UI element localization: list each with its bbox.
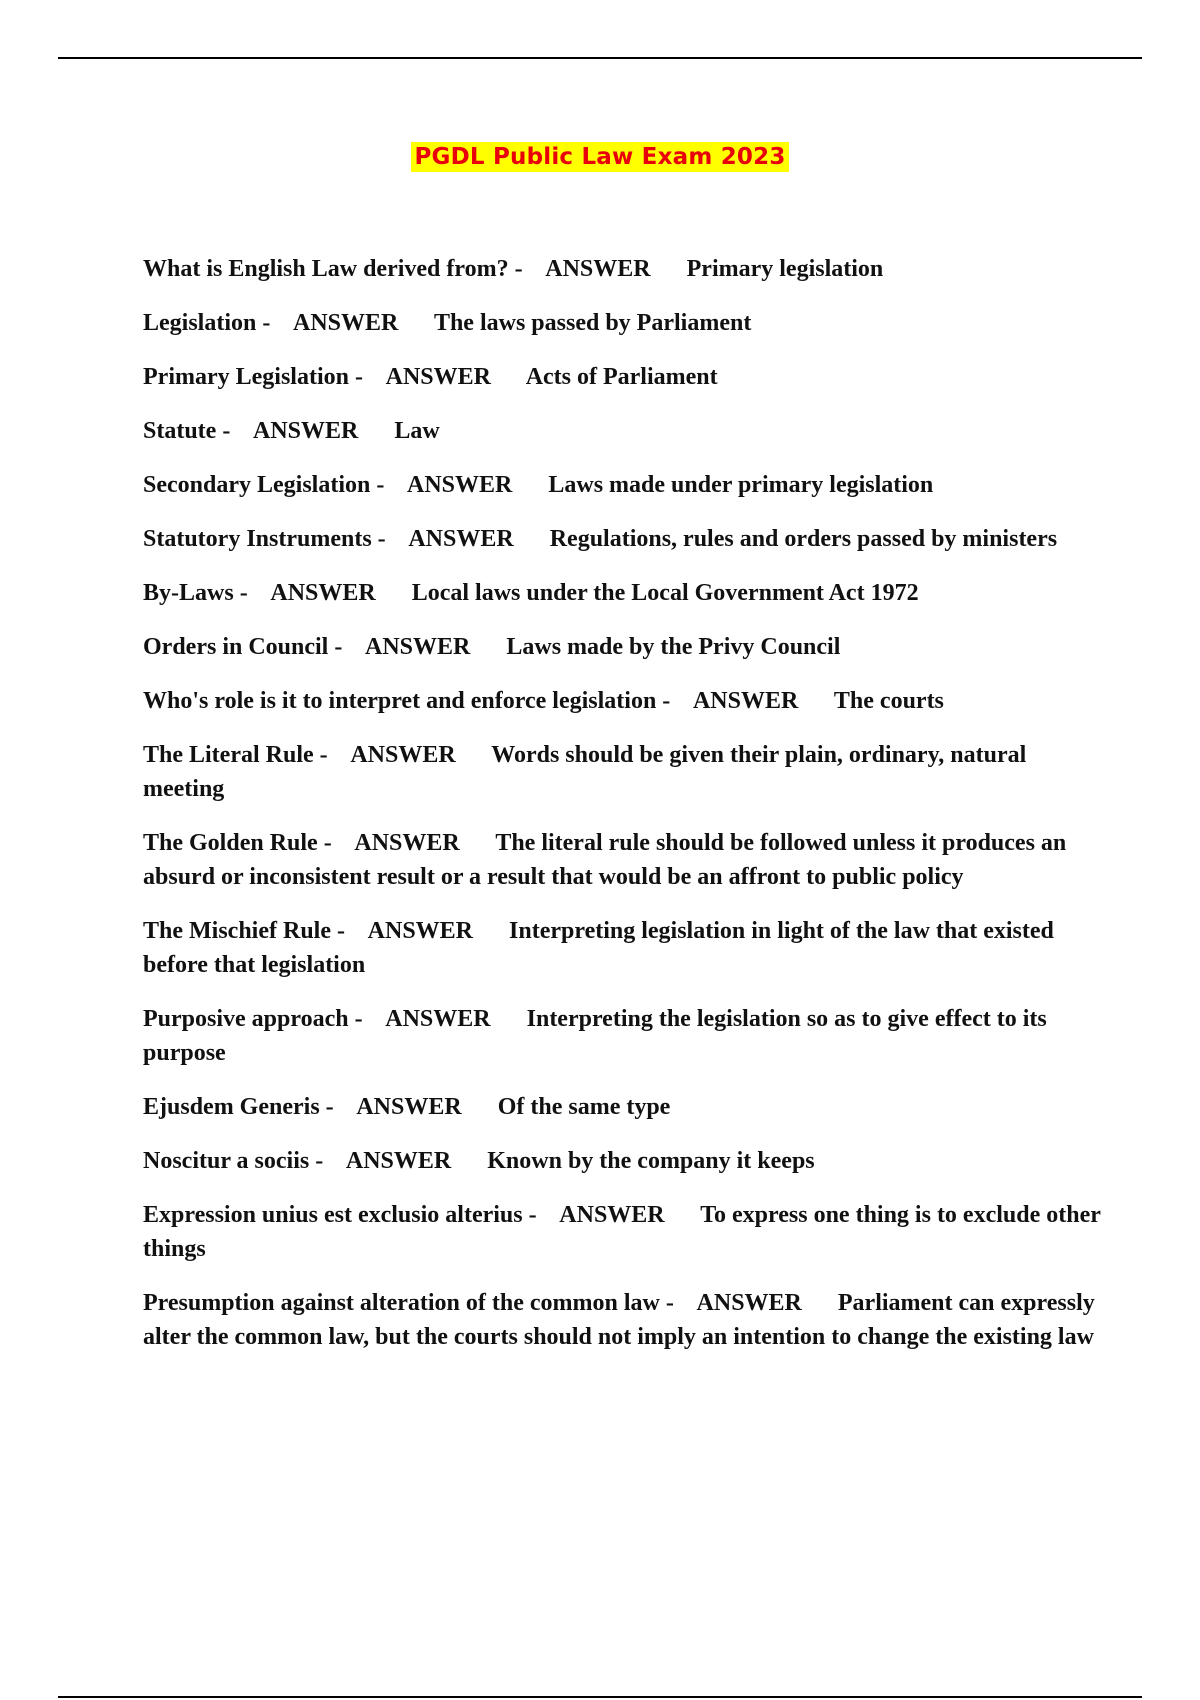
qa-item: Primary Legislation - ANSWER Acts of Parliament — [143, 364, 718, 390]
question-text: Expression unius est exclusio alterius — [143, 1202, 523, 1228]
question-text: Statutory Instruments — [143, 526, 372, 552]
answer-label: ANSWER — [385, 1006, 491, 1032]
answer-text: To express one thing is to exclude other things — [143, 1202, 1101, 1262]
answer-label: ANSWER — [345, 1148, 452, 1174]
question-text: Secondary Legislation — [143, 472, 371, 498]
question-text: Presumption against alteration of the common law — [143, 1290, 660, 1316]
answer-label: ANSWER — [350, 742, 456, 768]
qa-item: Ejusdem Generis - ANSWER Of the same type — [143, 1094, 671, 1120]
page-title: PGDL Public Law Exam 2023 — [411, 142, 788, 172]
answer-text: Known by the company it keeps — [487, 1148, 815, 1174]
answer-label: ANSWER — [408, 526, 514, 552]
answer-label: ANSWER — [385, 364, 491, 390]
answer-text: The literal rule should be followed unless it produces an absurd or inconsistent result or a result that would be an affront to public policy — [143, 830, 1067, 890]
qa-item: Noscitur a sociis - ANSWER Known by the company it keeps — [143, 1148, 815, 1174]
qa-list — [143, 252, 1103, 1374]
answer-label: ANSWER — [365, 634, 471, 660]
answer-label: ANSWER — [559, 1202, 665, 1228]
question-text: The Golden Rule — [143, 830, 318, 856]
top-divider — [58, 57, 1142, 59]
answer-label: ANSWER — [545, 256, 651, 282]
qa-item: What is English Law derived from? - ANSWER Primary legislation — [143, 256, 884, 282]
answer-text: Laws made under primary legislation — [548, 472, 934, 498]
answer-text: The courts — [833, 688, 944, 714]
answer-text: Of the same type — [497, 1094, 671, 1120]
qa-item: The Mischief Rule - ANSWER Interpreting legislation in light of the law that existed before that legislation — [143, 918, 1054, 978]
question-text: Ejusdem Generis — [143, 1094, 320, 1120]
qa-item: Purposive approach - ANSWER Interpreting the legislation so as to give effect to its purpose — [143, 1006, 1047, 1066]
answer-text: Primary legislation — [686, 256, 884, 282]
answer-text: Words should be given their plain, ordinary, natural meeting — [143, 742, 1027, 802]
qa-item: Legislation - ANSWER The laws passed by Parliament — [143, 310, 752, 336]
bottom-divider — [58, 1696, 1142, 1698]
question-text: Legislation — [143, 310, 257, 336]
qa-item: Secondary Legislation - ANSWER Laws made under primary legislation — [143, 472, 934, 498]
answer-text: The laws passed by Parliament — [433, 310, 752, 336]
answer-text: Regulations, rules and orders passed by ministers — [549, 526, 1058, 552]
question-text: Primary Legislation — [143, 364, 349, 390]
title-container — [0, 142, 1200, 172]
question-text: The Mischief Rule — [143, 918, 331, 944]
question-text: Purposive approach — [143, 1006, 349, 1032]
question-text: Statute — [143, 418, 217, 444]
answer-label: ANSWER — [253, 418, 359, 444]
question-text: What is English Law derived from? — [143, 256, 509, 282]
question-text: By-Laws — [143, 580, 234, 606]
question-text: The Literal Rule — [143, 742, 314, 768]
qa-item: Statute - ANSWER Law — [143, 418, 440, 444]
answer-label: ANSWER — [367, 918, 474, 944]
answer-text: Interpreting the legislation so as to give effect to its purpose — [143, 1006, 1047, 1066]
answer-label: ANSWER — [354, 830, 460, 856]
qa-item: Presumption against alteration of the common law - ANSWER Parliament can expressly alter the common law, but the courts should not imply an intention to change the existing law — [143, 1290, 1095, 1350]
question-text: Orders in Council — [143, 634, 329, 660]
answer-label: ANSWER — [692, 688, 799, 714]
answer-text: Acts of Parliament — [525, 364, 718, 390]
question-text: Noscitur a sociis — [143, 1148, 310, 1174]
answer-label: ANSWER — [270, 580, 376, 606]
qa-item: Statutory Instruments - ANSWER Regulations, rules and orders passed by ministers — [143, 526, 1058, 552]
answer-label: ANSWER — [356, 1094, 462, 1120]
answer-text: Local laws under the Local Government Act 1972 — [411, 580, 919, 606]
qa-item: Expression unius est exclusio alterius - ANSWER To express one thing is to exclude other things — [143, 1202, 1101, 1262]
question-text: Who's role is it to interpret and enforce legislation — [143, 688, 657, 714]
answer-text: Parliament can expressly alter the common law, but the courts should not imply an intention to change the existing law — [143, 1290, 1095, 1350]
qa-item: Orders in Council - ANSWER Laws made by the Privy Council — [143, 634, 841, 660]
answer-label: ANSWER — [293, 310, 399, 336]
qa-item: By-Laws - ANSWER Local laws under the Local Government Act 1972 — [143, 580, 919, 606]
answer-text: Interpreting legislation in light of the law that existed before that legislation — [143, 918, 1054, 978]
qa-item: Who's role is it to interpret and enforce legislation - ANSWER The courts — [143, 688, 944, 714]
answer-text: Law — [394, 418, 440, 444]
qa-item: The Literal Rule - ANSWER Words should be given their plain, ordinary, natural meeting — [143, 742, 1027, 802]
qa-item: The Golden Rule - ANSWER The literal rule should be followed unless it produces an absurd or inconsistent result or a result that would be an affront to public policy — [143, 830, 1067, 890]
answer-label: ANSWER — [696, 1290, 802, 1316]
answer-label: ANSWER — [407, 472, 513, 498]
answer-text: Laws made by the Privy Council — [506, 634, 841, 660]
